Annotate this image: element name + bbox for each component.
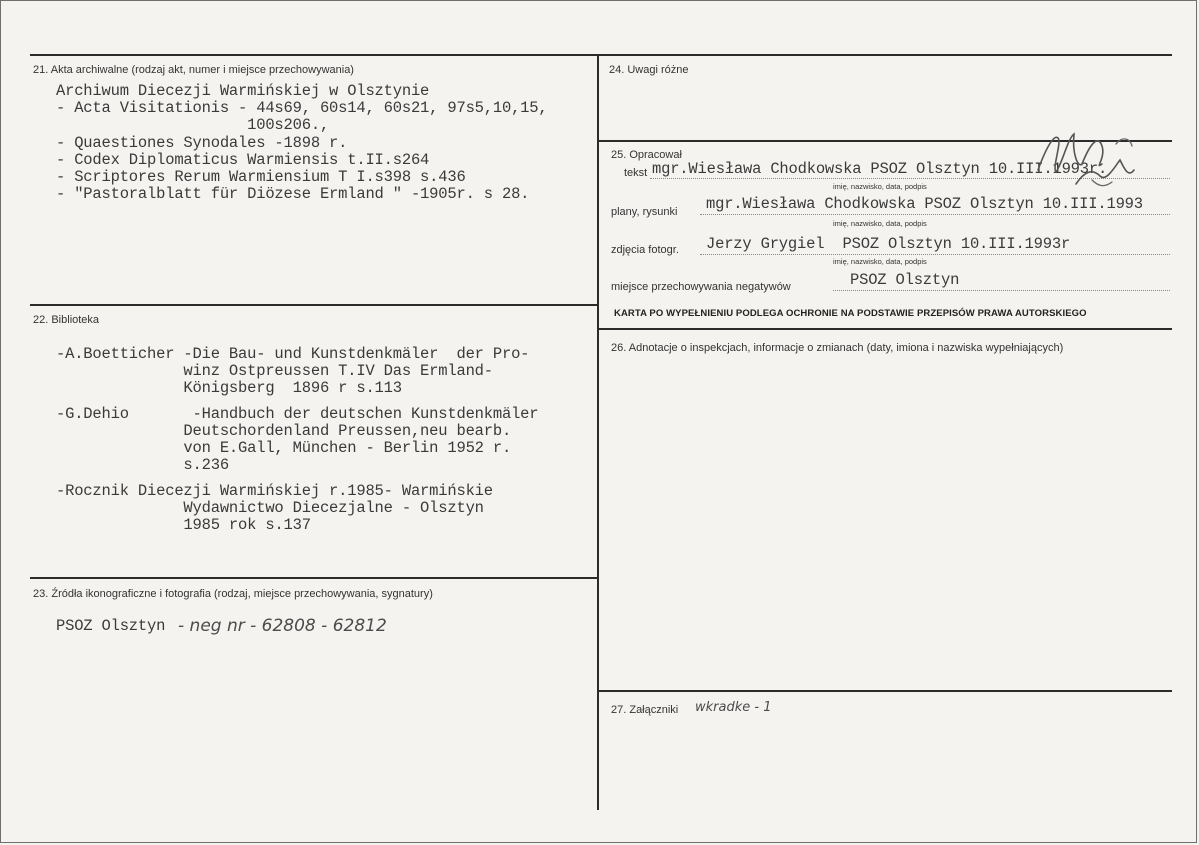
archival-line: Archiwum Diecezji Warmińskiej w Olsztynie (56, 82, 430, 100)
plans-author-caption: imię, nazwisko, data, podpis (833, 219, 927, 228)
archival-line: 100s206., (56, 116, 330, 134)
iconography-handwritten: - neg nr - 62808 - 62812 (178, 616, 387, 636)
bibliography-line: Königsberg 1896 r s.113 (56, 379, 402, 397)
text-label: tekst (624, 167, 648, 179)
section-21-heading: 21. Akta archiwalne (rodzaj akt, numer i miejsce przechowywania) (33, 64, 354, 76)
bibliography-line: Wydawnictwo Diecezjalne - Olsztyn (56, 499, 484, 517)
rule-21-22 (30, 304, 598, 306)
bibliography-line: von E.Gall, München - Berlin 1952 r. (56, 439, 512, 457)
plans-author: mgr.Wiesława Chodkowska PSOZ Olsztyn 10.III.1993 (706, 195, 1143, 213)
section-27-heading: 27. Załączniki (611, 704, 679, 716)
section-24-heading: 24. Uwagi różne (609, 64, 689, 76)
bibliography-line: Deutschordenland Preussen,neu bearb. (56, 422, 512, 440)
bibliography-line: -Rocznik Diecezji Warmińskiej r.1985- Warmińskie (56, 482, 493, 500)
negatives-location: PSOZ Olsztyn (850, 271, 960, 289)
bibliography-line: -A.Boetticher -Die Bau- und Kunstdenkmäler der Pro- (56, 345, 530, 363)
section-22-heading: 22. Biblioteka (33, 314, 100, 326)
plans-label: plany, rysunki (611, 206, 678, 218)
archival-line: - Acta Visitationis - 44s69, 60s14, 60s21, 97s5,10,15, (56, 99, 548, 117)
photos-author: Jerzy Grygiel PSOZ Olsztyn 10.III.1993r (706, 235, 1071, 253)
archival-line: - Scriptores Rerum Warmiensium T I.s398 s.436 (56, 168, 466, 186)
copyright-notice: KARTA PO WYPEŁNIENIU PODLEGA OCHRONIE NA PODSTAWIE PRZEPISÓW PRAWA AUTORSKIEGO (614, 308, 1087, 319)
iconography-typed: PSOZ Olsztyn (56, 617, 166, 635)
section-23-heading: 23. Źródła ikonograficzne i fotografia (rodzaj, miejsce przechowywania, sygnatury) (33, 588, 433, 600)
photos-author-caption: imię, nazwisko, data, podpis (833, 257, 927, 266)
section-25-heading: 25. Opracował (611, 149, 682, 161)
section-26-heading: 26. Adnotacje o inspekcjach, informacje o zmianach (daty, imiona i nazwiska wypełniających) (611, 342, 1064, 354)
text-author-caption: imię, nazwisko, data, podpis (833, 182, 927, 191)
negatives-location-label: miejsce przechowywania negatywów (611, 281, 791, 293)
bibliography-line: 1985 rok s.137 (56, 516, 311, 534)
signature (1032, 124, 1152, 204)
rule-26-27 (598, 690, 1172, 692)
rule-22-23 (30, 577, 598, 579)
top-rule (30, 54, 1172, 56)
bibliography-line: -G.Dehio -Handbuch der deutschen Kunstdenkmäler (56, 405, 539, 423)
archival-line: - Codex Diplomaticus Warmiensis t.II.s264 (56, 151, 430, 169)
bibliography-line: winz Ostpreussen T.IV Das Ermland- (56, 362, 493, 380)
vertical-divider (597, 54, 599, 810)
photos-author-underline (700, 254, 1170, 255)
plans-author-underline (700, 214, 1170, 215)
bibliography-line: s.236 (56, 456, 229, 474)
negatives-location-underline (833, 290, 1170, 291)
archival-line: - Quaestiones Synodales -1898 r. (56, 134, 348, 152)
attachments-handwritten: wkradke - 1 (695, 700, 772, 715)
photos-label: zdjęcia fotogr. (611, 244, 679, 256)
rule-25-26 (598, 328, 1172, 330)
text-author: mgr.Wiesława Chodkowska PSOZ Olsztyn 10.III.1993r. (652, 160, 1108, 178)
archival-line: - "Pastoralblatt für Diözese Ermland " -1905r. s 28. (56, 185, 530, 203)
